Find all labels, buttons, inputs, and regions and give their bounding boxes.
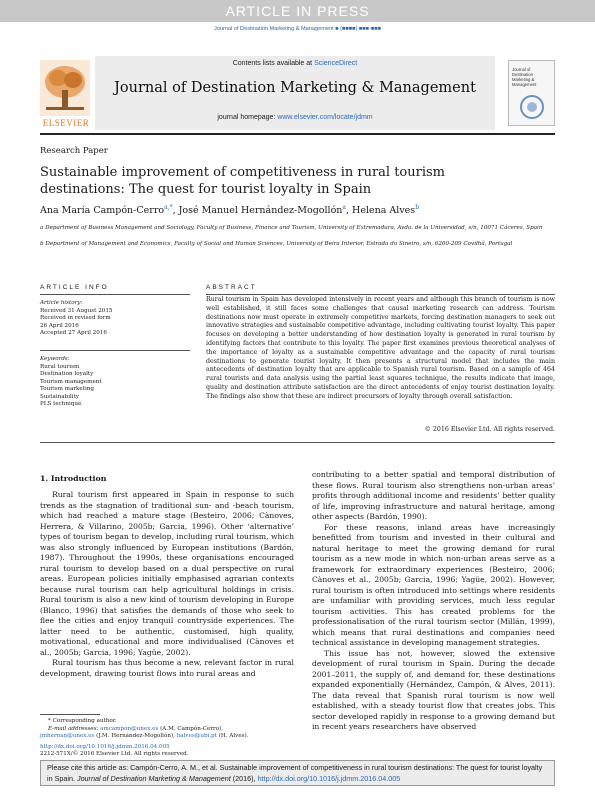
affiliation-a: a Department of Business Management and Sociology, Faculty of Business, Finance and Tourism, University of Extremadura, Avda. de la Universidad, s/n, 10071 Cáceres, Spain <box>40 225 543 231</box>
abstract-text: Rural tourism in Spain has developed intensively in recent years and although this branch of tourism is now well established, it still faces some challenges that causal marketing research can address. Tourism destinations now must operate in extremely competitive markets, forcing destination managers to seek out innovative strategies and sustainable competitive advantage, including cultivating tourist loyalty. This paper focuses on developing a better understanding of how destination loyalty is generated in rural tourism by identifying factors that contribute to this loyalty. The paper first examines previous theoretical analyses of the importance of loyalty as a sustainable competitive advantage and the capacity of rural tourism destinations to generate tourist loyalty. It then presents a structural model that includes the main antecedents of destination loyalty that are applicable to Spanish rural tourism. Based on a sample of 464 rural tourists and data analysis using the partial least squares technique, the results indicate that image, quality and destination attribute satisfaction are the direct antecedents of enjoy tourist destination loyalty. The findings also show that these are indirect precursors of loyalty through overall satisfaction. <box>206 296 555 400</box>
email-line <box>40 726 300 734</box>
footnote <box>40 718 300 759</box>
journal-reference: Journal of Destination Marketing & Management ■ (■■■■) ■■■-■■■ <box>213 26 382 32</box>
email-line <box>40 733 300 741</box>
paragraph: Rural tourism has thus become a new, relevant factor in rural development, drawing tourist flows into rural areas and <box>40 658 294 678</box>
citation-doi-link[interactable]: http://dx.doi.org/10.1016/j.jdmm.2016.04.005 <box>257 774 401 783</box>
article-info-heading: ARTICLE INFO <box>40 284 109 291</box>
paragraph: This issue has not, however, slowed the extensive development of rural tourism in Spain. During the decade 2001–2011, the supply of, and demand for, these destinations expanded exponentially (Hernández, Campón, & Alves, 2011). The data reveal that Spanish rural tourism is now well established, with a steady tourist flow that creates jobs. This sector developed rapidly in response to a growing demand but in recent years researchers have observed <box>312 648 555 731</box>
email-owner: (H. Alves). <box>216 733 249 739</box>
cover-title: Journal of Destination Marketing & Management <box>512 67 537 87</box>
history-item: Received 31 August 2015 <box>40 308 113 314</box>
article-title: Sustainable improvement of competitiveness in rural tourism destinations: The quest for tourist loyalty in Spain <box>40 165 446 197</box>
keyword-item: Sustainability <box>40 393 79 400</box>
citation-box <box>40 760 555 786</box>
body-column-left <box>40 490 294 679</box>
article-info-rule <box>40 294 190 295</box>
homepage-link[interactable]: www.elsevier.com/locate/jdmm <box>277 114 373 121</box>
article-type: Research Paper <box>40 146 108 156</box>
author-name[interactable]: Helena Alves <box>352 205 416 217</box>
keyword-item: PLS technique <box>40 401 82 408</box>
journal-header <box>40 56 555 130</box>
author-list <box>40 204 419 216</box>
section-heading-introduction: 1. Introduction <box>40 474 107 483</box>
publisher-name: ELSEVIER <box>42 118 90 128</box>
paragraph: For these reasons, inland areas have increasingly benefitted from tourism and invested in their cultural and natural heritage to meet the growing demand for rural tourism as a new mode in which non-urban areas serve as a framework for extraordinary experiences (Besteiro, 2006; Cànoves et al., 2005b; Garcia, 1996; Yagüe, 2002). However, rural tourism is often introduced into settings where residents are unfamiliar with providing services, much less regular tourism activities. This has created problems for the professionalisation of the rural tourism sector (Millán, 1999), which means that rural destinations and companies need technical assistance in developing management strategies. <box>312 522 555 647</box>
history-item: Accepted 27 April 2016 <box>40 330 107 337</box>
journal-masthead <box>95 56 495 130</box>
email-link[interactable]: amcampon@unex.es <box>100 725 159 732</box>
contents-prefix: Contents lists available at <box>232 60 315 67</box>
author-separator: , <box>172 205 179 217</box>
email-owner: (J.M. Hernández-Mogollón), <box>94 733 177 739</box>
issn-line: 2212-571X/© 2016 Elsevier Ltd. All rights reserved. <box>40 751 189 757</box>
keyword-item: Tourism management <box>40 378 102 385</box>
author-name[interactable]: Ana María Campón-Cerro <box>40 205 165 217</box>
email-link[interactable]: jmhernan@unex.es <box>40 733 95 739</box>
footnote-rule <box>40 714 100 715</box>
keyword-item: Destination loyalty <box>40 371 94 378</box>
history-item: Received in revised form <box>40 315 111 322</box>
abstract-heading: ABSTRACT <box>206 284 257 291</box>
abstract-rule-bottom <box>40 442 555 443</box>
contents-line <box>95 60 495 67</box>
journal-cover-thumbnail <box>508 60 555 126</box>
author-name[interactable]: José Manuel Hernández-Mogollón <box>178 205 343 217</box>
history-item: 26 April 2016 <box>40 322 79 329</box>
paragraph: Rural tourism first appeared in Spain in response to such trends as the stagnation of traditional sun- and -beach tourism, which had reached a mature stage (Besteiro, 2006; Cànoves, Herrera, & Villarino, 2005b; Garcia, 1996). Other ‘alternative’ types of tourism began to develop, including rural tourism, which was also strongly influenced by European institutions (Bardón, 1987). Throughout the 1990s, these organisations encouraged rural tourism to develop based on a dual perspective on rural areas. European policies initially emphasised agrarian contexts because rural tourism can help agricultural holdings in crisis. Rural tourism is also a new kind of tourism developing in Europe (Blanco, 1996) that satisfies the demands of those who seek to flee the cities and enjoy tranquil countryside experiences. The latter need to be authentic, customised, high quality, motivational, educational and more individualised (Cànoves et al., 2005b; Garcia, 1996; Yagüe, 2002). <box>40 490 294 657</box>
article-in-press-banner: ARTICLE IN PRESS <box>0 0 595 22</box>
citation-prefix: Please cite this article as: Campón-Cerro, A. M., et al. Sustainable improvement of competitiveness in rural tourism destinations: The quest for tourist loyalty in Spain. <box>47 763 543 783</box>
email-label: E-mail addresses: <box>48 725 101 732</box>
elsevier-tree-logo <box>40 60 90 126</box>
paragraph: contributing to a better spatial and temporal distribution of these flows. Rural tourism also strengthens non-urban areas’ profits through additional income and residents’ better quality of life, improving infrastructure and natural heritage, among other aspects (Bardón, 1990). <box>312 470 555 521</box>
body-column-right <box>312 470 555 733</box>
keyword-item: Rural tourism <box>40 364 80 370</box>
affiliation-b: b Department of Management and Economics, Faculty of Social and Human Sciences, University of Beira Interior, Estrada do Sineiro, s/n, 6200-209 Covilhã, Portugal <box>40 241 513 247</box>
author-affil-sup[interactable]: a,* <box>164 204 173 211</box>
doi-link[interactable]: http://dx.doi.org/10.1016/j.jdmm.2016.04.005 <box>40 743 170 750</box>
keywords-rule <box>40 350 190 351</box>
corresponding-author-note: * Corresponding author. <box>48 718 117 724</box>
citation-year: (2016), <box>230 774 258 783</box>
keywords-label: Keywords: <box>40 356 70 362</box>
sciencedirect-link[interactable]: ScienceDirect <box>314 60 358 67</box>
abstract-copyright: © 2016 Elsevier Ltd. All rights reserved. <box>424 426 555 433</box>
cover-graphic-icon <box>515 93 549 121</box>
history-label: Article history: <box>40 300 83 306</box>
author-affil-sup[interactable]: b <box>415 204 420 211</box>
email-link[interactable]: halves@ubi.pt <box>176 733 217 739</box>
homepage-prefix: journal homepage: <box>217 114 278 121</box>
author-separator: , <box>346 205 353 217</box>
email-owner: (A.M. Campón-Cerro), <box>158 725 224 732</box>
author-affil-sup[interactable]: a <box>342 204 346 211</box>
journal-homepage <box>95 114 495 121</box>
keywords-list <box>40 364 190 408</box>
journal-title: Journal of Destination Marketing & Management <box>114 80 476 96</box>
history-list <box>40 308 190 338</box>
header-divider <box>40 133 555 135</box>
citation-journal: Journal of Destination Marketing & Management <box>76 774 231 783</box>
abstract-rule-top <box>206 294 555 295</box>
keyword-item: Tourism marketing <box>40 386 94 393</box>
